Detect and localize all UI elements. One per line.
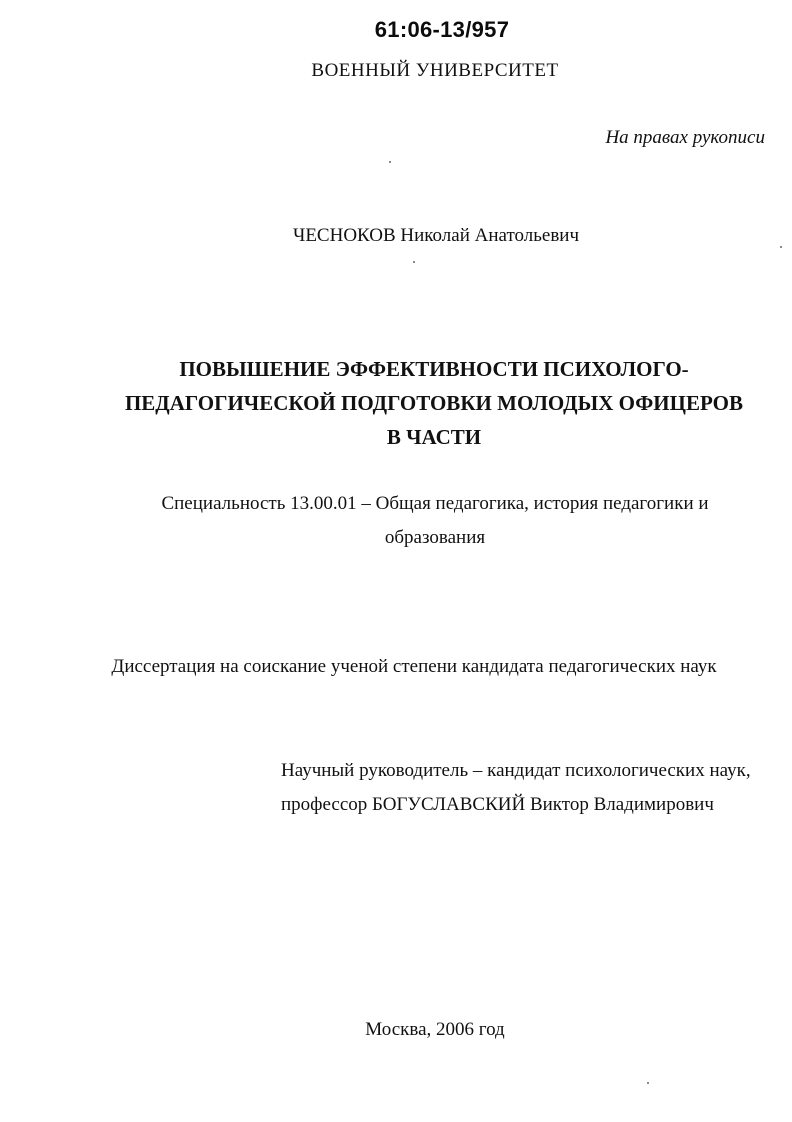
university-name: ВОЕННЫЙ УНИВЕРСИТЕТ bbox=[311, 60, 559, 81]
supervisor-line-1: Научный руководитель – кандидат психологических наук, bbox=[281, 760, 751, 781]
scan-speck bbox=[647, 1082, 649, 1084]
title-line-3: В ЧАСТИ bbox=[386, 425, 482, 449]
specialty-line-1: Специальность 13.00.01 – Общая педагогика, история педагогики и bbox=[161, 493, 709, 514]
dissertation-title bbox=[0, 352, 792, 454]
scan-speck bbox=[780, 246, 782, 248]
scan-speck bbox=[413, 261, 415, 263]
specialty-line-2: образования bbox=[384, 527, 486, 548]
scan-speck bbox=[389, 161, 391, 163]
author-name: ЧЕСНОКОВ Николай Анатольевич bbox=[292, 225, 580, 246]
dissertation-degree: Диссертация на соискание ученой степени кандидата педагогических наук bbox=[111, 656, 717, 677]
specialty-block bbox=[0, 487, 792, 555]
rights-notice: На правах рукописи bbox=[605, 127, 765, 148]
supervisor-line-2: профессор БОГУСЛАВСКИЙ Виктор Владимирович bbox=[281, 794, 714, 815]
supervisor-block bbox=[281, 754, 751, 822]
title-line-1: ПОВЫШЕНИЕ ЭФФЕКТИВНОСТИ ПСИХОЛОГО- bbox=[179, 357, 689, 381]
title-line-2: ПЕДАГОГИЧЕСКОЙ ПОДГОТОВКИ МОЛОДЫХ ОФИЦЕРОВ bbox=[124, 391, 744, 415]
archive-stamp-number: 61:06-13/957 bbox=[374, 17, 510, 42]
city-and-year: Москва, 2006 год bbox=[365, 1019, 505, 1040]
